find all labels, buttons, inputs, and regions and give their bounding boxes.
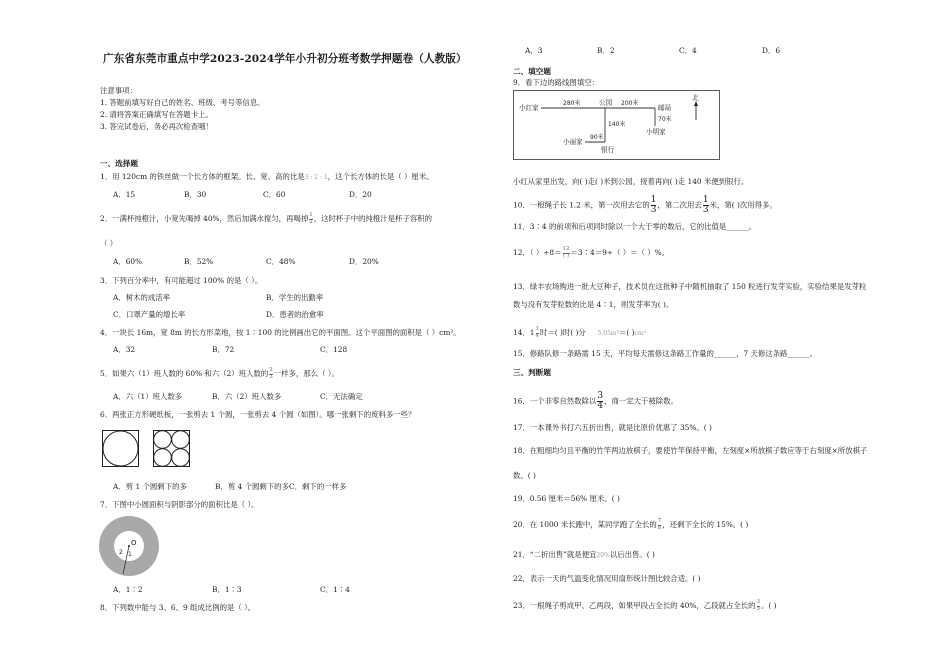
q6-option-b[interactable]: B．剪 4 个圆剩下的多 [215, 482, 289, 491]
q1-option-d[interactable]: D．20 [349, 190, 372, 199]
question-9: 9．看下边的路线图填空： [513, 78, 600, 87]
label-xiaohong-home: 小红家 [519, 104, 539, 112]
q3-option-c[interactable]: C．口罩产量的增长率 [113, 310, 186, 319]
q2-fraction: $\frac{1}{2}$ [309, 212, 313, 225]
question-3: 3．下列百分率中，有可能超过 100% 的是（ ）。 [100, 276, 263, 285]
q4-option-a[interactable]: A．32 [113, 345, 136, 354]
route-map [513, 90, 720, 160]
question-7: 7．下图中小圆面积与阴影部分的面积比是（ ）。 [100, 500, 259, 509]
q4-option-b[interactable]: B．72 [212, 345, 235, 354]
paper-title: 广东省东莞市重点中学2023-2024学年小升初分班考数学押题卷（人教版） [103, 53, 467, 65]
q23-fraction: $\frac{3}{5}$ [756, 599, 761, 612]
section-judge-heading: 三、判断题 [513, 368, 551, 377]
four-circle-square [154, 431, 190, 467]
question-17: 17．一本课外书打六五折出售，就是比原价优惠了 35%。( ) [513, 423, 712, 432]
note-2: 2. 请将答案正确填写在答题卡上。 [100, 110, 213, 119]
q12-fraction: $\frac{12}{( )}$ [562, 246, 570, 259]
q1-option-a[interactable]: A．15 [113, 190, 136, 199]
question-18-line-2: 数。( ) [513, 471, 536, 480]
q14-unit: cm³ [634, 330, 646, 337]
q14-fraction: $\frac{1}{4}$ [535, 326, 539, 339]
single-circle-square [103, 431, 139, 467]
q14-volume: 5.05m³ [597, 330, 620, 337]
q4-option-c[interactable]: C．128 [320, 345, 348, 354]
label-dist-280: 280米 [563, 100, 581, 107]
q1-ratio: 3 : 2 : 1 [304, 174, 328, 181]
q5-option-a[interactable]: A．六（1）班人数多 [113, 392, 183, 401]
q5-option-c[interactable]: C．无法确定 [320, 392, 363, 401]
question-6: 6．两张正方形硬纸板，一张剪去 1 个圆，一张剪去 4 个圆（如图）。哪一张剩下的废料多一些？ [100, 410, 416, 419]
question-14: 14．$1\frac{1}{4}$ 时＝( )时( )分 5.05m³＝( )cm³ [513, 326, 646, 339]
question-13-line-2: 数与没有发芽粒数的比是 4∶1，则发芽率为( )。 [513, 300, 674, 309]
q7-ring-figure [97, 514, 161, 578]
q8-option-a[interactable]: A．3 [525, 46, 543, 55]
q2-option-c[interactable]: C．48% [266, 257, 296, 266]
q2-option-b[interactable]: B．52% [184, 257, 214, 266]
label-post-office: 邮局 [658, 104, 672, 112]
q3-option-d[interactable]: D．患者的治愈率 [266, 310, 324, 319]
q2-option-a[interactable]: A．60% [113, 257, 143, 266]
question-19: 19．0.56 厘米＝56% 厘米。( ) [513, 494, 620, 503]
section-fill-heading: 二、填空题 [513, 67, 551, 76]
q10-fraction-1: $\frac{1}{3}$ [650, 195, 657, 215]
question-11: 11．3∶4 的前项和后项同时除以一个大于零的数后，它的比值是______。 [513, 222, 756, 231]
question-8: 8．下列数中能与 3、6、9 组成比例的是（ ）。 [100, 603, 256, 612]
label-park: 公园 [599, 99, 613, 107]
question-23: 23．一根绳子剪成甲、乙两段，如果甲段占全长的 40%，乙段就占全长的$\frac{3}{5}$ 。( ) [513, 599, 777, 612]
question-5: 5．如果六（1）班人数的 60% 和六（2）班人数的$\frac{2}{3}$ 一样多，那么（ ）。 [100, 367, 339, 380]
q6-figure [102, 430, 192, 468]
label-dist-70: 70米 [658, 116, 672, 123]
q1-option-b[interactable]: B．30 [184, 190, 207, 199]
question-15: 15．修路队修一条路需 15 天，平均每天需修这条路工作量的______，7 天修这条路______。 [513, 349, 818, 358]
q7-option-c[interactable]: C．1∶4 [320, 585, 350, 594]
q2-option-d[interactable]: D．20% [349, 257, 379, 266]
q20-fraction: $\frac{7}{8}$ [657, 518, 662, 531]
q5-option-b[interactable]: B．六（2）班人数多 [212, 392, 282, 401]
question-10: 10．一根绳子长 1.2 米，第一次用去它的$\frac{1}{3}$ ，第二次用去$\frac{1}{3}$ 米，第( )次用得多。 [513, 195, 777, 215]
note-1: 1. 答题前填写好自己的姓名、班级、考号等信息。 [100, 98, 265, 107]
label-dist-200: 200米 [621, 100, 639, 107]
question-12: 12．（ ）$\div 8=\frac{12}{( )}$ ＝3∶4＝9÷（ ）＝（ ）%。 [513, 246, 670, 259]
question-13-line-1: 13．绿丰农场购进一批大豆种子，技术员在这批种子中随机抽取了 150 粒进行发芽实验，实验结果是发芽粒 [513, 282, 867, 291]
section-choice-heading: 一、选择题 [100, 159, 138, 168]
q8-option-b[interactable]: B．2 [597, 46, 615, 55]
q3-option-a[interactable]: A．树木的成活率 [113, 293, 171, 302]
q5-fraction: $\frac{2}{3}$ [269, 367, 273, 380]
label-xiaoli-home: 小丽家 [563, 138, 583, 146]
note-3: 3. 答完试卷后，务必再次检查哦！ [100, 122, 213, 131]
q10-fraction-2: $\frac{1}{3}$ [702, 195, 709, 215]
q8-option-d[interactable]: D．6 [762, 46, 781, 55]
q3-option-b[interactable]: B．学生的出勤率 [266, 293, 324, 302]
q16-fraction: $\frac{3}{4}$ [597, 391, 604, 411]
label-north: 北 [692, 94, 699, 102]
question-16: 16．一个非零自然数除以$\frac{3}{4}$ ，商一定大于被除数。 [513, 391, 678, 411]
label-dist-90: 90米 [590, 134, 604, 141]
q7-option-a[interactable]: A．1∶2 [113, 585, 143, 594]
center-label: O [131, 539, 137, 547]
question-21: 21．“二折出售”就是便宜20%以后出售。( ) [513, 550, 655, 559]
label-bank: 银行 [601, 146, 615, 154]
q8-option-c[interactable]: C．4 [679, 46, 697, 55]
notes-heading: 注意事项： [100, 86, 137, 95]
question-2: 2．一满杯纯橙汁，小宽先喝掉 40%，然后加满水搅匀，再喝掉$\frac{1}{2}$ ，这时杯子中的纯橙汁是杯子容积的 [100, 212, 433, 225]
question-1: 1．用 120cm 的铁丝做一个长方体的框架。长、宽、高的比是3 : 2 : 1，这个长方体的长是（ ）厘米。 [100, 172, 434, 181]
question-18-line-1: 18．在粗细均匀且平衡的竹竿两边放棋子，要使竹竿保持平衡，左刻度×所放棋子数应等于右刻度×所放棋子 [513, 446, 868, 455]
q21-percent: 20% [596, 552, 610, 559]
question-4: 4．一块长 16m，宽 8m 的长方形菜地，按 1∶100 的比例画出它的平面图。这个平面图的面积是（ ）cm²。 [100, 328, 461, 337]
question-20: 20．在 1000 米长跑中，某同学跑了全长的$\frac{7}{8}$ ，还剩下全长的 15%。( ) [513, 518, 749, 531]
q9-fill-line: 小红从家里出发，向( )走( )米到公园，接着再向( )走 140 米便到银行。 [513, 177, 749, 186]
q1-option-c[interactable]: C．60 [263, 190, 286, 199]
q2-answer-blank: （ ） [100, 239, 118, 248]
question-22: 22．表示一天的气温变化情况用扇形统计图比较合适。( ) [513, 574, 701, 583]
label-dist-140: 140米 [608, 121, 626, 128]
radius-label-1: 2 [119, 549, 123, 556]
label-xiaoming-home: 小明家 [646, 128, 666, 136]
radius-label-2: 1 [128, 551, 132, 558]
q6-option-a[interactable]: A．剪 1 个圆剩下的多 [113, 482, 187, 491]
q7-option-b[interactable]: B．1∶3 [212, 585, 242, 594]
q6-option-c[interactable]: C．剩下的一样多 [289, 482, 347, 491]
